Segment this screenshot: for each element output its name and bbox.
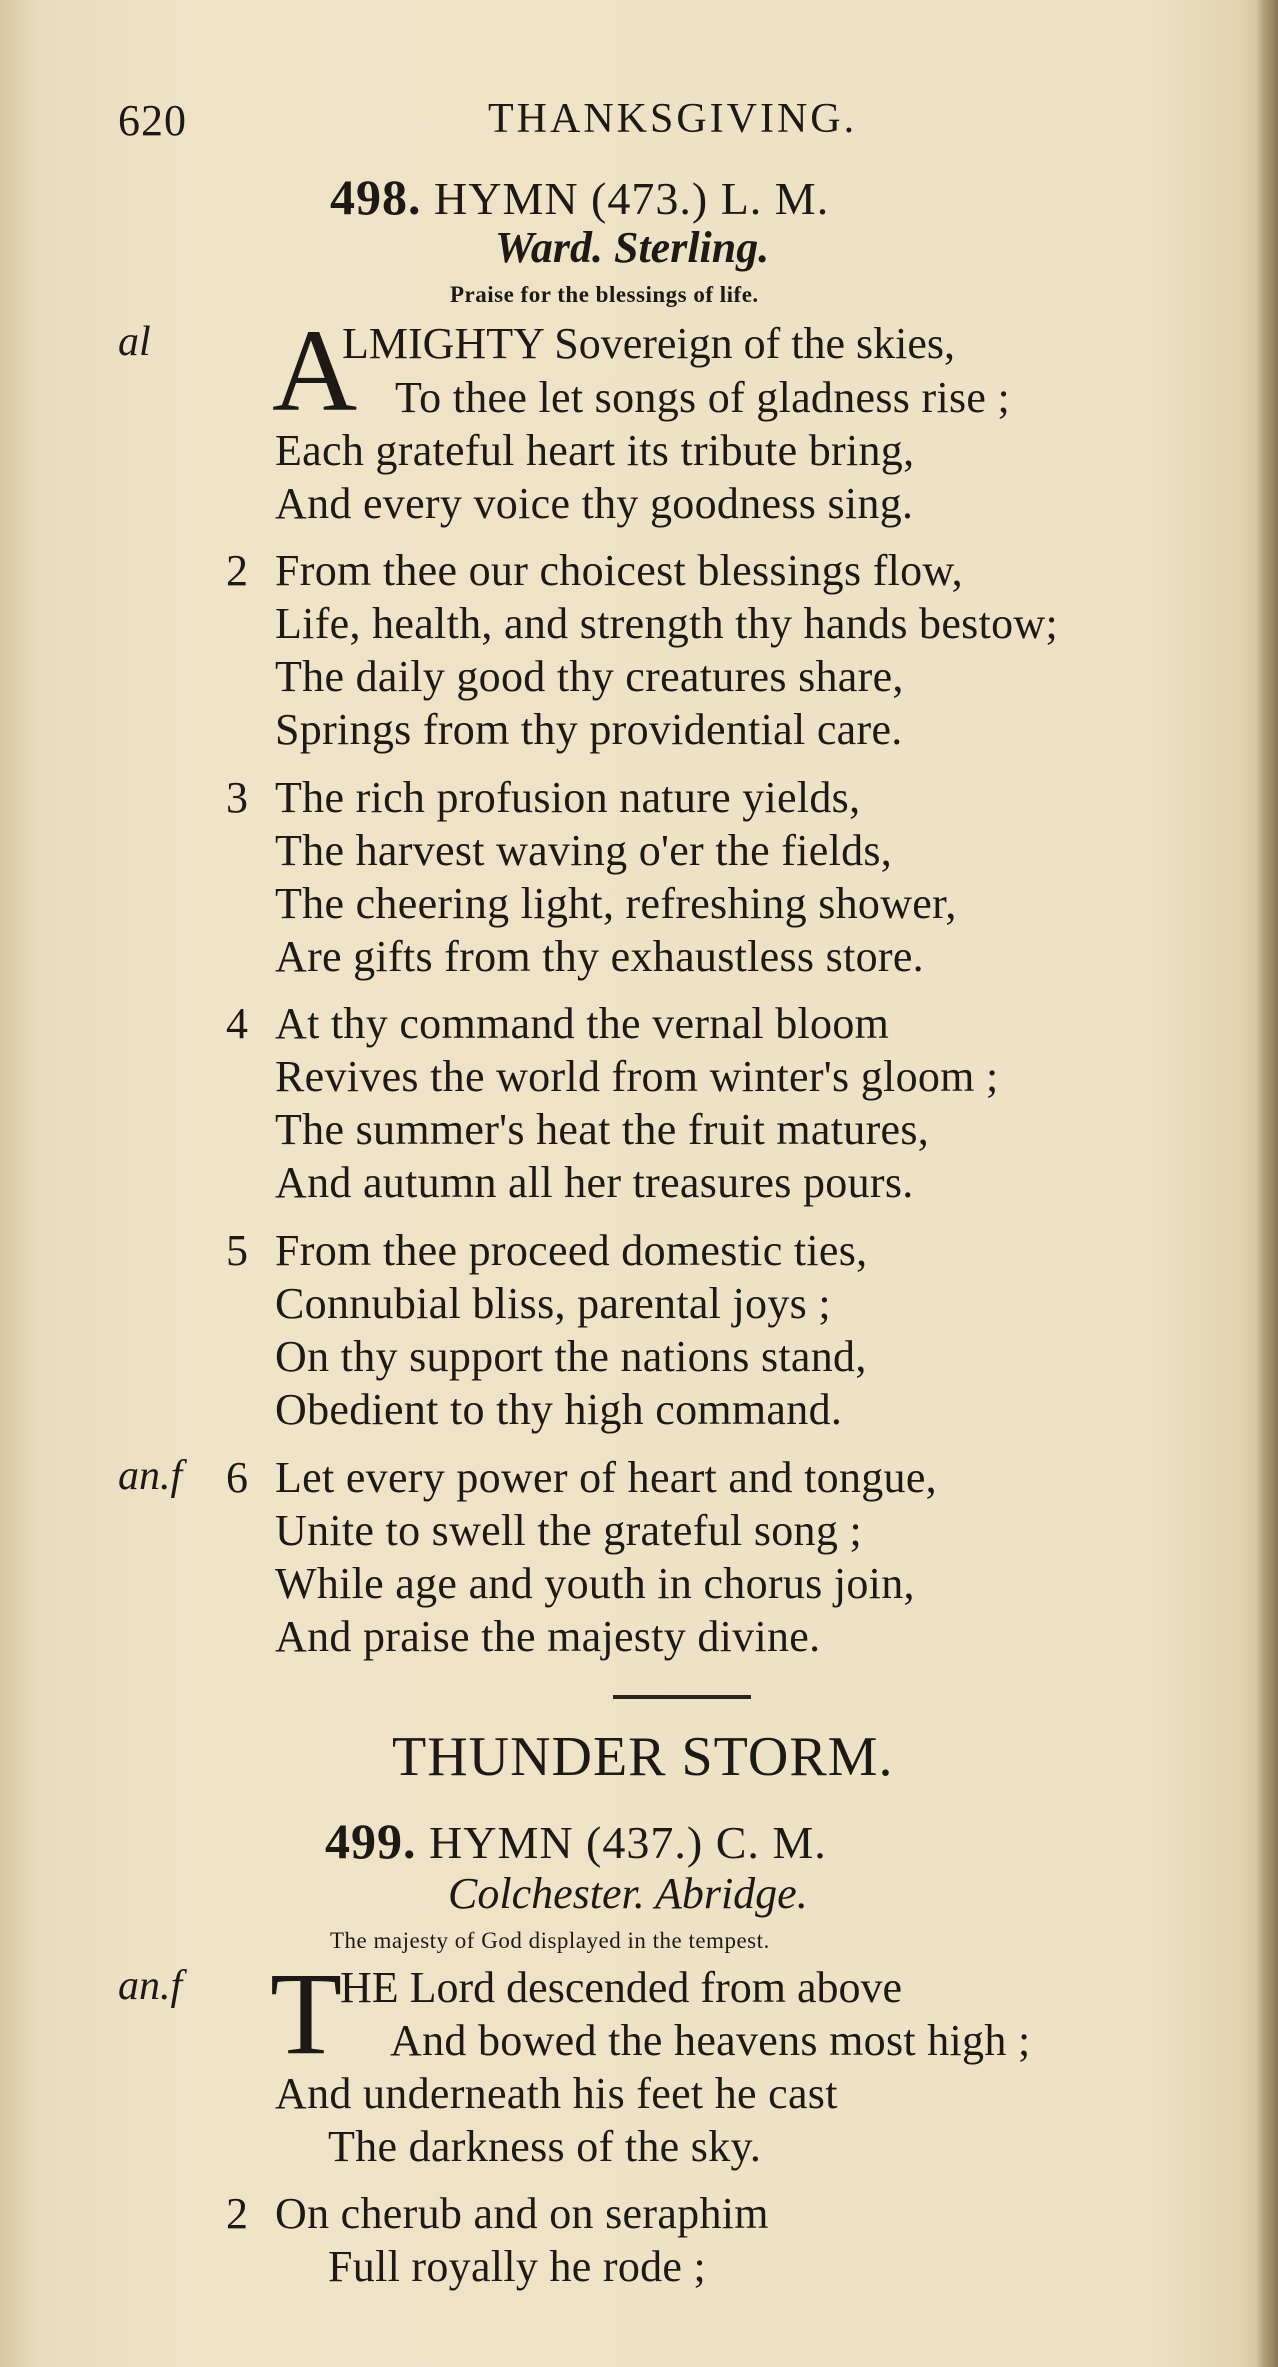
hymn-498-first-line: LMIGHTY Sovereign of the skies, <box>342 319 956 368</box>
hymn-498-stanza1-line3: Each grateful heart its tribute bring, <box>275 426 915 475</box>
hymn-498-number: 498. <box>330 169 422 225</box>
stanza-line: Are gifts from thy exhaustless store. <box>275 932 924 981</box>
hymn-499-tunes: Colchester. Abridge. <box>448 1869 808 1918</box>
stanza-line: The cheering light, refreshing shower, <box>275 879 957 928</box>
stanza-number: 2 <box>226 546 248 595</box>
hymn-498-label: HYMN (473.) L. M. <box>434 173 830 224</box>
hymn-498-stanza1-line4: And every voice thy goodness sing. <box>275 479 914 528</box>
stanza-line: Connubial bliss, parental joys ; <box>275 1279 831 1328</box>
section-rule <box>613 1695 751 1699</box>
stanza-line: The rich profusion nature yields, <box>275 773 861 822</box>
hymn-499-subject: The majesty of God displayed in the tempest. <box>330 1928 770 1953</box>
stanza-line: From thee proceed domestic ties, <box>275 1226 868 1275</box>
stanza-line: Life, health, and strength thy hands bestow; <box>275 599 1059 648</box>
hymn-499-number: 499. <box>325 1813 417 1869</box>
stanza-line: The harvest waving o'er the fields, <box>275 826 893 875</box>
hymn-499-drop-cap: T <box>270 1948 343 2079</box>
hymn-499-first-line: HE Lord descended from above <box>340 1963 903 2012</box>
stanza-number: 6 <box>226 1453 248 1502</box>
hymn-499-stanza1-line4: The darkness of the sky. <box>328 2122 762 2171</box>
hymn-498-drop-cap: A <box>272 305 358 436</box>
hymn-499-margin-note: an.f <box>118 1963 183 2009</box>
running-title: THANKSGIVING. <box>488 96 858 142</box>
hymn-498-heading <box>330 168 829 226</box>
hymn-499-stanza1-line2: And bowed the heavens most high ; <box>390 2016 1031 2065</box>
stanza-line: On cherub and on seraphim <box>275 2189 769 2238</box>
stanza-number: 4 <box>226 999 248 1048</box>
stanza-line: And praise the majesty divine. <box>275 1612 821 1661</box>
stanza-line: Let every power of heart and tongue, <box>275 1453 937 1502</box>
section-title: THUNDER STORM. <box>392 1726 894 1788</box>
stanza-line: The summer's heat the fruit matures, <box>275 1105 930 1154</box>
stanza-number: 5 <box>226 1226 248 1275</box>
stanza-margin-note: an.f <box>118 1453 183 1499</box>
stanza-line: At thy command the vernal bloom <box>275 999 890 1048</box>
stanza-line: Revives the world from winter's gloom ; <box>275 1052 999 1101</box>
stanza-number: 2 <box>226 2189 248 2238</box>
hymn-499-label: HYMN (437.) C. M. <box>429 1817 827 1868</box>
stanza-line: The daily good thy creatures share, <box>275 652 904 701</box>
hymn-499-stanza1-line3: And underneath his feet he cast <box>275 2069 838 2118</box>
hymn-498-tunes: Ward. Sterling. <box>495 223 770 272</box>
stanza-line: Springs from thy providential care. <box>275 705 903 754</box>
hymn-498-margin-note: al <box>118 319 151 365</box>
hymn-498-stanza1-line2: To thee let songs of gladness rise ; <box>395 373 1011 422</box>
stanza-line: And autumn all her treasures pours. <box>275 1158 914 1207</box>
stanza-line: From thee our choicest blessings flow, <box>275 546 963 595</box>
stanza-line: Obedient to thy high command. <box>275 1385 843 1434</box>
hymn-498-subject: Praise for the blessings of life. <box>450 282 759 307</box>
page-number: 620 <box>118 96 187 145</box>
stanza-line: On thy support the nations stand, <box>275 1332 867 1381</box>
stanza-line: Full royally he rode ; <box>328 2242 707 2291</box>
page-edge-shadow <box>1256 0 1278 2367</box>
stanza-line: Unite to swell the grateful song ; <box>275 1506 862 1555</box>
stanza-number: 3 <box>226 773 248 822</box>
stanza-line: While age and youth in chorus join, <box>275 1559 915 1608</box>
hymn-499-heading <box>325 1812 827 1870</box>
